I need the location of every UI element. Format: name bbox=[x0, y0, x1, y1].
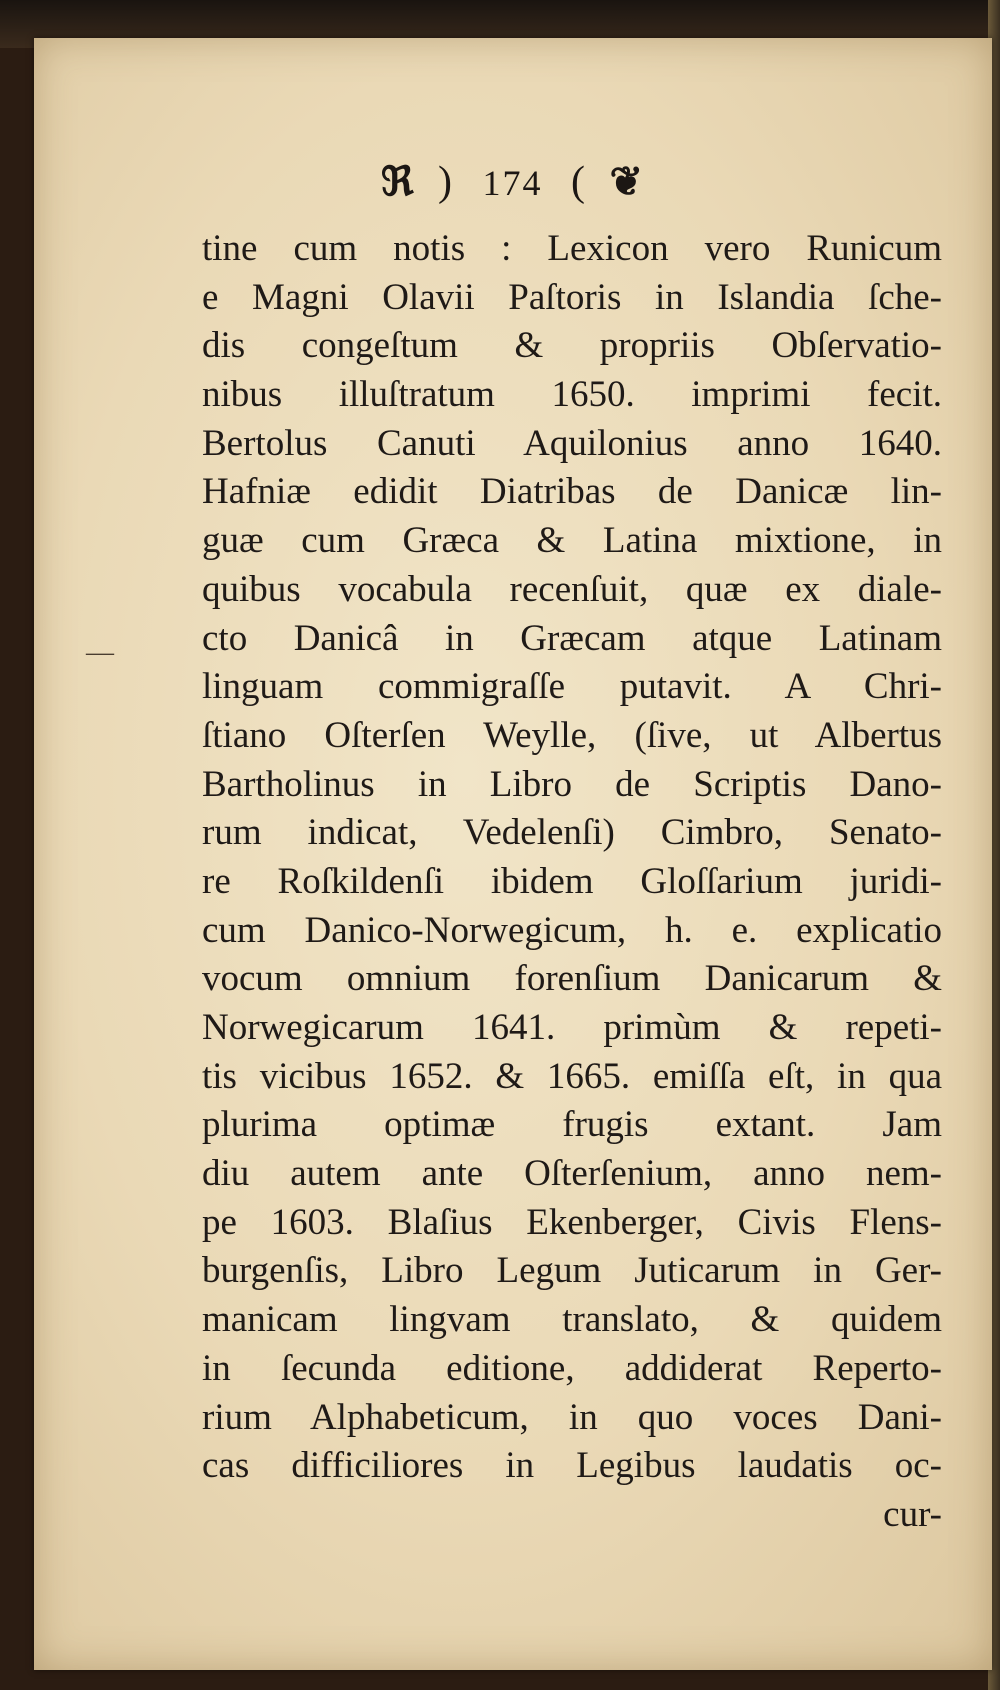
page-number: 174 bbox=[482, 163, 543, 203]
text-line-17: Norwegicarum 1641. primùm & repeti- bbox=[202, 1007, 942, 1048]
text-line-11: ſtiano Oſterſen Weylle, (ſive, ut Albertus bbox=[202, 714, 942, 756]
text-line-10: linguam commigraſſe putavit. A Chri- bbox=[202, 666, 942, 708]
left-ornament-icon: ℜ bbox=[380, 159, 416, 204]
text-line-13: rum indicat, Vedelenſi) Cimbro, Senato- bbox=[202, 812, 942, 854]
margin-mark: — bbox=[86, 637, 114, 668]
text-line-20: diu autem ante Oſterſenium, anno nem- bbox=[202, 1153, 942, 1195]
text-line-7: guæ cum Græca & Latina mixtione, in bbox=[202, 520, 942, 562]
text-line-1: tine cum notis : Lexicon vero Runicum bbox=[202, 228, 942, 269]
text-line-25: rium Alphabeticum, in quo voces Dani- bbox=[202, 1396, 942, 1438]
page-header bbox=[34, 158, 992, 206]
right-ornament-icon: ❦ bbox=[609, 159, 646, 204]
header-open-paren: ) bbox=[438, 159, 455, 205]
body-text bbox=[202, 225, 942, 1540]
text-line-16: vocum omnium forenſium Danicarum & bbox=[202, 958, 942, 1000]
text-line-3: dis congeſtum & propriis Obſervatio- bbox=[202, 325, 942, 367]
text-line-22: burgenſis, Libro Legum Juticarum in Ger- bbox=[202, 1250, 942, 1292]
text-line-21: pe 1603. Blaſius Ekenberger, Civis Flens- bbox=[202, 1201, 942, 1243]
text-line-6: Hafniæ edidit Diatribas de Danicæ lin- bbox=[202, 471, 942, 513]
text-line-24: in ſecunda editione, addiderat Reperto- bbox=[202, 1347, 942, 1389]
text-line-4: nibus illuſtratum 1650. imprimi fecit. bbox=[202, 374, 942, 416]
text-line-9: cto Danicâ in Græcam atque Latinam bbox=[202, 617, 942, 659]
text-line-14: re Roſkildenſi ibidem Gloſſarium juridi- bbox=[202, 860, 942, 902]
text-line-26: cas difficiliores in Legibus laudatis oc- bbox=[202, 1445, 942, 1487]
header-close-paren: ( bbox=[571, 159, 588, 205]
text-line-18: tis vicibus 1652. & 1665. emiſſa eſt, in qua bbox=[202, 1055, 942, 1097]
text-line-15: cum Danico-Norwegicum, h. e. explicatio bbox=[202, 909, 942, 951]
text-line-23: manicam lingvam translato, & quidem bbox=[202, 1299, 942, 1341]
text-line-8: quibus vocabula recenſuit, quæ ex diale- bbox=[202, 568, 942, 610]
text-line-5: Bertolus Canuti Aquilonius anno 1640. bbox=[202, 422, 942, 464]
text-line-12: Bartholinus in Libro de Scriptis Dano- bbox=[202, 763, 942, 805]
text-line-19: plurima optimæ frugis extant. Jam bbox=[202, 1104, 942, 1146]
book-page bbox=[34, 38, 992, 1670]
text-line-2: e Magni Olavii Paſtoris in Islandia ſche- bbox=[202, 276, 942, 318]
catchword: cur- bbox=[883, 1493, 942, 1535]
